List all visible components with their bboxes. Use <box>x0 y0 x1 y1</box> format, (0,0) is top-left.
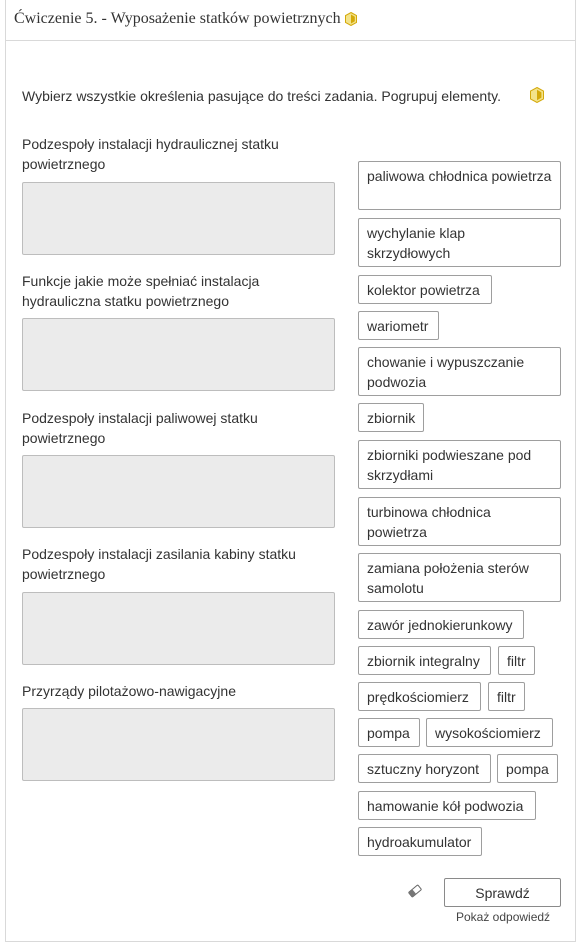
dropzone-fuel-components[interactable] <box>22 455 335 528</box>
dropzone-flight-instruments[interactable] <box>22 708 335 781</box>
draggable-chip[interactable]: zbiornik <box>358 403 424 432</box>
draggable-chip[interactable]: zamiana położenia sterów samolotu <box>358 553 561 602</box>
dropzone-hydraulic-components[interactable] <box>22 182 335 255</box>
draggable-chip[interactable]: turbinowa chłodnica powietrza <box>358 497 561 546</box>
draggable-chip[interactable]: prędkościomierz <box>358 682 481 711</box>
draggable-chip[interactable]: kolektor powietrza <box>358 275 492 304</box>
draggable-chip[interactable]: wychylanie klap skrzydłowych <box>358 218 561 267</box>
draggable-chip[interactable]: zawór jednokierunkowy <box>358 610 524 639</box>
check-button[interactable]: Sprawdź <box>444 878 561 907</box>
draggable-chip[interactable]: paliwowa chłodnica powietrza <box>358 161 561 210</box>
dropzone-cabin-supply-components[interactable] <box>22 592 335 665</box>
draggable-chip[interactable]: filtr <box>488 682 525 711</box>
group-label-fuel-components: Podzespoły instalacji paliwowej statku powietrznego <box>22 410 258 446</box>
draggable-chip[interactable]: wysokościomierz <box>426 718 553 747</box>
show-answer-link[interactable]: Pokaż odpowiedź <box>456 910 551 924</box>
draggable-chip[interactable]: hydroakumulator <box>358 827 482 856</box>
dropzone-hydraulic-functions[interactable] <box>22 318 335 391</box>
draggable-chip[interactable]: pompa <box>358 718 420 747</box>
draggable-chip[interactable]: sztuczny horyzont <box>358 754 491 783</box>
draggable-chip[interactable]: chowanie i wypuszczanie podwozia <box>358 347 561 396</box>
group-label-flight-instruments: Przyrządy pilotażowo-nawigacyjne <box>22 683 236 699</box>
hexagon-icon <box>345 12 357 26</box>
draggable-chip[interactable]: filtr <box>498 646 535 675</box>
draggable-chip[interactable]: pompa <box>497 754 558 783</box>
draggable-chip[interactable]: zbiorniki podwieszane pod skrzydłami <box>358 440 561 489</box>
group-label-cabin-supply-components: Podzespoły instalacji zasilania kabiny statku powietrznego <box>22 546 296 582</box>
draggable-chip[interactable]: hamowanie kół podwozia <box>358 791 536 820</box>
exercise-header <box>5 0 576 41</box>
group-label-hydraulic-functions: Funkcje jakie może spełniać instalacja hydrauliczna statku powietrznego <box>22 273 260 309</box>
instruction-text: Wybierz wszystkie określenia pasujące do treści zadania. Pogrupuj elementy. <box>22 88 501 104</box>
eraser-icon[interactable] <box>407 884 423 898</box>
group-label-hydraulic-components: Podzespoły instalacji hydraulicznej statku powietrznego <box>22 136 279 172</box>
exercise-title-text: Ćwiczenie 5. - Wyposażenie statków powietrznych <box>14 10 341 27</box>
exercise-title <box>14 10 357 28</box>
draggable-chip[interactable]: zbiornik integralny <box>358 646 491 675</box>
hexagon-icon <box>530 87 544 103</box>
draggable-chip[interactable]: wariometr <box>358 311 439 340</box>
